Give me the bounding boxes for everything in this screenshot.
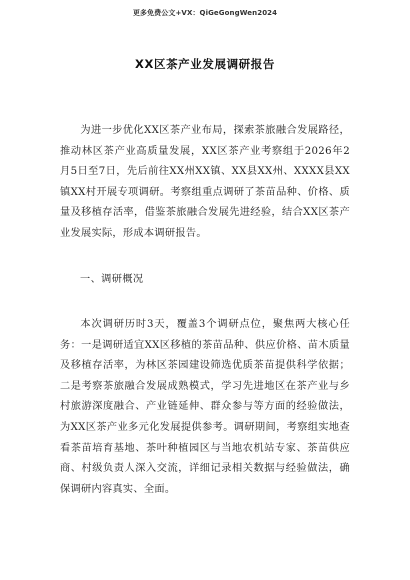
intro-paragraph: 为进一步优化XX区茶产业布局，探索茶旅融合发展路径，推动林区茶产业高质量发展，XX区茶产业考察组于2026年2月5日至7日，先后前往XX州XX镇、XX县XX州、XXXX县XX镇XX村开展专项调研。考察组重点调研了茶苗品种、价格、质量及移植存活率，借鉴茶旅融合发展先进经验，结合XX区茶产业发展实际，形成本调研报告。: [60, 125, 350, 239]
header-note: 更多免费公文+VX：QiGeGongWen2024: [132, 9, 278, 17]
section-heading: 一、调研概况: [80, 274, 144, 285]
intro-section: [60, 121, 350, 245]
document-title: XX区茶产业发展调研报告: [135, 57, 275, 71]
section-paragraph: 本次调研历时3天，覆盖3个调研点位，聚焦两大核心任务：一是调研适宜XX区移植的茶苗品种、供应价格、苗木质量及移植存活率，为林区茶园建设筛选优质茶苗提供科学依据；二是考察茶旅融合发展成熟模式，学习先进地区在茶产业与乡村旅游深度融合、产业链延伸、群众参与等方面的经验做法，为XX区茶产业多元化发展提供参考。调研期间，考察组实地查看茶苗培育基地、茶叶种植园区与当地农机站专家、茶苗供应商、村级负责人深入交流，详细记录相关数据与经验做法，确保调研内容真实、全面。: [60, 319, 350, 495]
section-body: [60, 315, 350, 500]
